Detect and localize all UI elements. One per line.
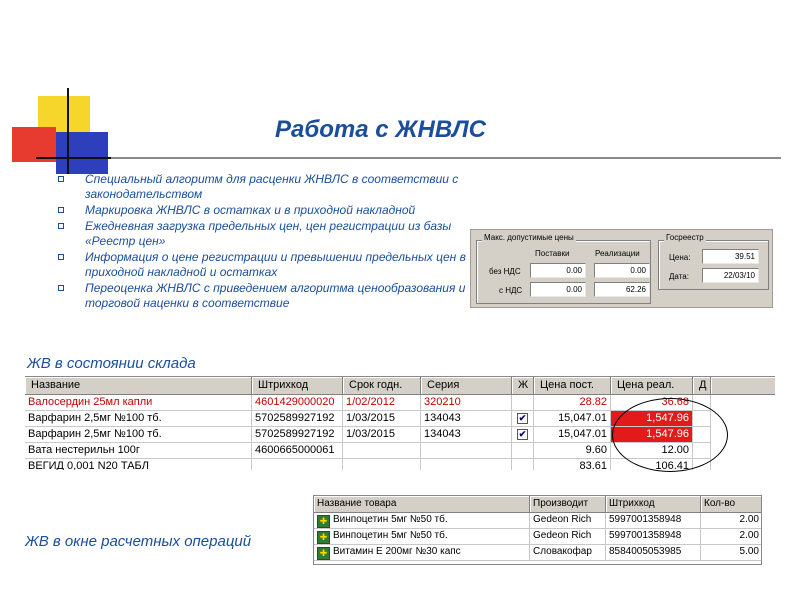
warehouse-stock-grid[interactable] — [25, 376, 775, 470]
logo-vertical-line — [67, 88, 69, 174]
cell-series — [421, 459, 512, 470]
square-bullet-icon — [58, 207, 64, 213]
cell-price-in: 15,047.01 — [534, 427, 611, 443]
column-header-name[interactable]: Название — [25, 377, 252, 395]
cell-vital — [512, 395, 534, 411]
with-vat-label: с НДС — [499, 286, 523, 295]
sale-column-label: Реализации — [595, 249, 640, 258]
cell-name: ВЕГИД 0,001 N20 ТАБЛ — [25, 459, 252, 470]
column-header-barcode[interactable]: Штрихкод — [606, 496, 701, 513]
cell-name: Варфарин 2,5мг №100 тб. — [25, 427, 252, 443]
cell-d — [693, 427, 711, 443]
column-header-sale-price[interactable]: Цена реал. — [611, 377, 693, 395]
column-header-expiry[interactable]: Срок годн. — [343, 377, 421, 395]
cell-barcode: 8584005053985 — [606, 545, 701, 561]
cell-price-out: 1,547.96 — [611, 427, 693, 443]
cell-series: 320210 — [421, 395, 512, 411]
bullet-text: Переоценка ЖНВЛС с приведением алгоритма ценообразования и торговой наценки в соответствие — [85, 281, 466, 310]
bullet-list — [54, 172, 474, 312]
cell-product-name — [314, 529, 530, 545]
column-header-d[interactable]: Д — [693, 377, 711, 395]
warehouse-section-label: ЖВ в состоянии склада — [27, 355, 196, 372]
cell-vital — [512, 443, 534, 459]
cell-qty: 5.00 — [701, 545, 762, 561]
supply-with-vat-field[interactable]: 0.00 — [530, 282, 586, 297]
cell-price-out: 36.68 — [611, 395, 693, 411]
column-header-series[interactable]: Серия — [421, 377, 512, 395]
product-name-text: Винпоцетин 5мг №50 тб. — [333, 530, 448, 541]
vital-checkbox[interactable]: ✔ — [518, 413, 527, 423]
column-header-vital[interactable]: Ж — [512, 377, 534, 395]
gosreestr-group — [658, 233, 769, 290]
registry-date-field[interactable]: 22/03/10 — [702, 268, 759, 283]
cell-maker: Словакофар — [530, 545, 606, 561]
square-bullet-icon — [58, 285, 64, 291]
cell-expiry: 1/03/2015 — [343, 411, 421, 427]
supply-column-label: Поставки — [535, 249, 570, 258]
column-header-manufacturer[interactable]: Производит — [530, 496, 606, 513]
no-vat-label: без НДС — [489, 267, 521, 276]
bullet-text: Информация о цене регистрации и превышении предельных цен в приходной накладной и остатках — [85, 250, 466, 279]
bullet-item — [54, 250, 474, 280]
cell-expiry — [343, 443, 421, 459]
registry-date-label: Дата: — [669, 272, 689, 281]
square-bullet-icon — [58, 254, 64, 260]
product-name-text: Винпоцетин 5мг №50 тб. — [333, 514, 448, 525]
calc-operations-grid[interactable] — [313, 495, 762, 565]
registry-price-label: Цена: — [669, 253, 691, 262]
medicine-icon: ✚ — [317, 531, 330, 544]
bullet-text: Специальный алгоритм для расценки ЖНВЛС в соответствии с законодательством — [85, 172, 459, 201]
max-prices-legend: Макс. допустимые цены — [484, 233, 574, 242]
cell-vital — [512, 459, 534, 470]
cell-barcode: 5702589927192 — [252, 427, 343, 443]
column-header-product-name[interactable]: Название товара — [314, 496, 530, 513]
column-header-quantity[interactable]: Кол-во — [701, 496, 762, 513]
sale-no-vat-field[interactable]: 0.00 — [594, 263, 650, 278]
bullet-item — [54, 281, 474, 311]
product-name-text: Витамин Е 200мг №30 капс — [333, 546, 461, 557]
slide-title: Работа с ЖНВЛС — [275, 116, 486, 143]
cell-price-in: 83.61 — [534, 459, 611, 470]
medicine-icon: ✚ — [317, 515, 330, 528]
cell-expiry: 1/02/2012 — [343, 395, 421, 411]
cell-d — [693, 443, 711, 459]
cell-price-out: 12.00 — [611, 443, 693, 459]
cell-qty: 2.00 — [701, 513, 762, 529]
cell-series: 134043 — [421, 411, 512, 427]
square-bullet-icon — [58, 223, 64, 229]
bullet-item — [54, 203, 474, 218]
cell-series: 134043 — [421, 427, 512, 443]
cell-name: Вата нестерильн 100г — [25, 443, 252, 459]
price-limits-panel — [470, 229, 773, 308]
bullet-text: Ежедневная загрузка предельных цен, цен регистрации из базы «Реестр цен» — [85, 219, 452, 248]
cell-d — [693, 395, 711, 411]
cell-series — [421, 443, 512, 459]
cell-barcode: 5997001358948 — [606, 513, 701, 529]
column-header-blank — [711, 377, 775, 395]
cell-d — [693, 459, 711, 470]
title-divider — [111, 157, 781, 159]
gosreestr-legend: Госреестр — [666, 233, 704, 242]
cell-barcode — [252, 459, 343, 470]
cell-price-in: 28.82 — [534, 395, 611, 411]
calc-section-label: ЖВ в окне расчетных операций — [25, 533, 252, 550]
supply-no-vat-field[interactable]: 0.00 — [530, 263, 586, 278]
bullet-item — [54, 172, 474, 202]
cell-d — [693, 411, 711, 427]
cell-product-name — [314, 545, 530, 561]
bullet-text: Маркировка ЖНВЛС в остатках и в приходной накладной — [85, 203, 416, 217]
cell-maker: Gedeon Rich — [530, 529, 606, 545]
cell-barcode: 4600665000061 — [252, 443, 343, 459]
cell-name: Валосердин 25мл капли — [25, 395, 252, 411]
column-header-supply-price[interactable]: Цена пост. — [534, 377, 611, 395]
cell-barcode: 5702589927192 — [252, 411, 343, 427]
medicine-icon: ✚ — [317, 547, 330, 560]
cell-price-in: 9.60 — [534, 443, 611, 459]
vital-checkbox[interactable]: ✔ — [518, 429, 527, 439]
sale-with-vat-field[interactable]: 62.26 — [594, 282, 650, 297]
bullet-item — [54, 219, 474, 249]
cell-barcode: 5997001358948 — [606, 529, 701, 545]
cell-product-name — [314, 513, 530, 529]
cell-name: Варфарин 2,5мг №100 тб. — [25, 411, 252, 427]
max-prices-group — [476, 233, 651, 304]
cell-qty: 2.00 — [701, 529, 762, 545]
square-bullet-icon — [58, 176, 64, 182]
cell-price-out: 1,547.96 — [611, 411, 693, 427]
cell-price-out: 106.41 — [611, 459, 693, 470]
column-header-barcode[interactable]: Штрихкод — [252, 377, 343, 395]
cell-price-in: 15,047.01 — [534, 411, 611, 427]
registry-price-field[interactable]: 39.51 — [702, 249, 759, 264]
cell-barcode: 4601429000020 — [252, 395, 343, 411]
logo-blue-square — [56, 132, 108, 174]
cell-expiry: 1/03/2015 — [343, 427, 421, 443]
title-divider-dark — [36, 157, 111, 159]
cell-maker: Gedeon Rich — [530, 513, 606, 529]
cell-expiry — [343, 459, 421, 470]
